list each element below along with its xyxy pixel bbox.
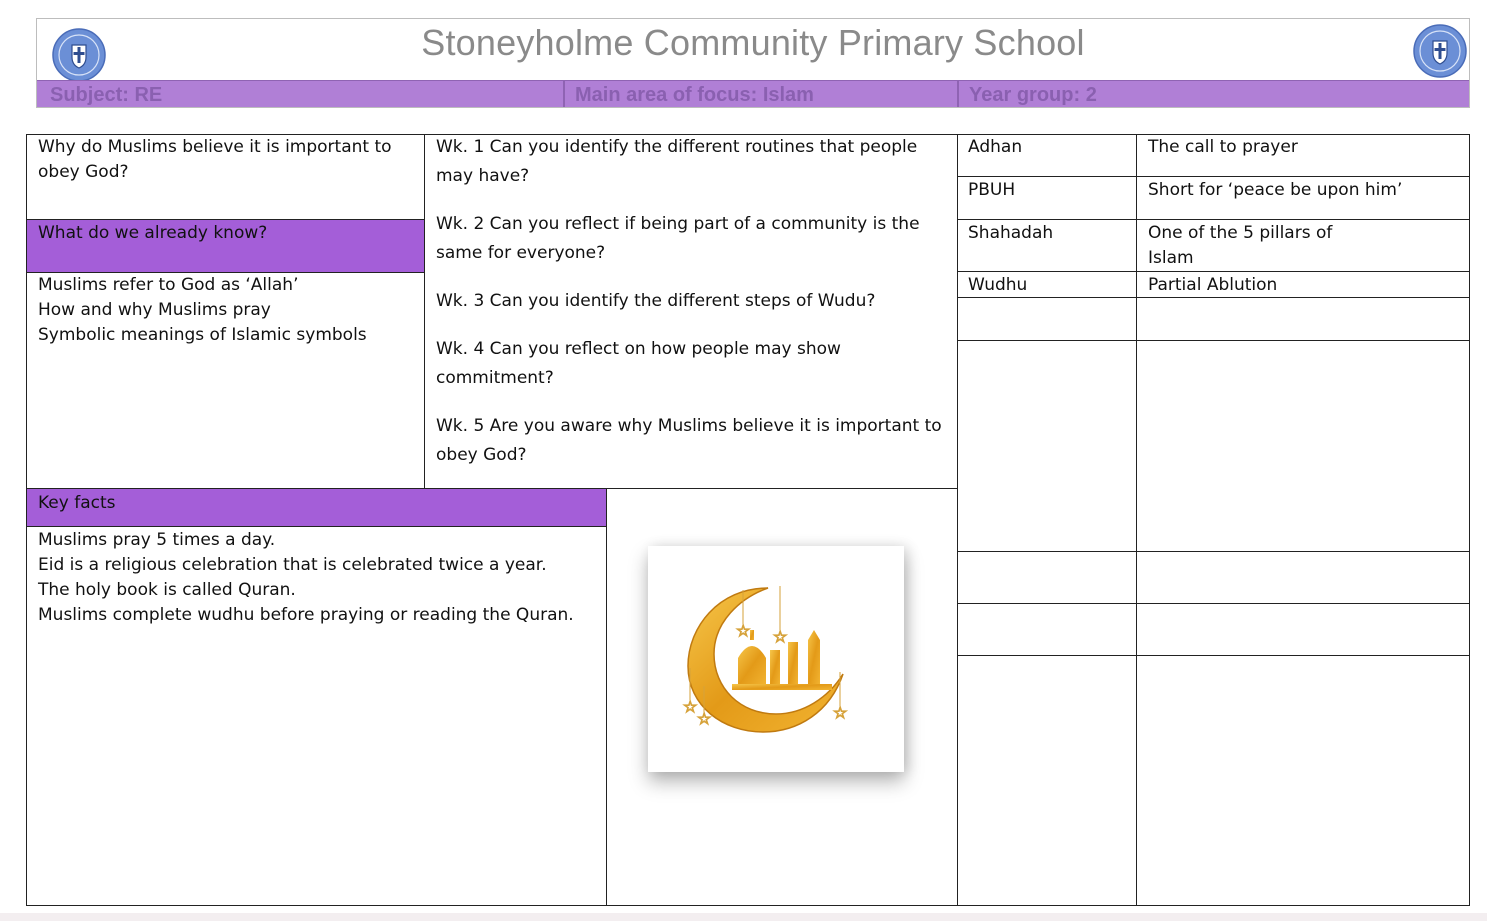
big-question: Why do Muslims believe it is important to obey God?	[38, 137, 392, 182]
svg-text:☆: ☆	[773, 627, 788, 646]
grid-line	[26, 905, 958, 906]
vocab-definition: One of the 5 pillars of Islam	[1148, 223, 1333, 268]
svg-text:☆: ☆	[833, 703, 848, 722]
vocab-definition: The call to prayer	[1148, 137, 1298, 157]
grid-line	[424, 134, 425, 489]
list-item: Muslims complete wudhu before praying or reading the Quran.	[38, 605, 574, 625]
grid-line	[957, 176, 1470, 177]
vocab-term: PBUH	[968, 180, 1016, 200]
vocab-definition: Short for ‘peace be upon him’	[1148, 180, 1403, 200]
key-facts-title: Key facts	[38, 493, 116, 513]
grid-line	[26, 526, 607, 527]
list-item: Symbolic meanings of Islamic symbols	[38, 325, 367, 345]
school-crest-icon	[1413, 24, 1467, 78]
list-item: Eid is a religious celebration that is celebrated twice a year.	[38, 555, 547, 575]
subject-label: Subject: RE	[50, 84, 163, 106]
vocab-term: Wudhu	[968, 275, 1028, 295]
key-facts-list	[38, 528, 603, 628]
prior-knowledge-title: What do we already know?	[38, 223, 268, 243]
grid-line	[957, 905, 1470, 906]
focus-label: Main area of focus: Islam	[575, 84, 814, 106]
grid-line	[957, 134, 958, 906]
grid-line	[26, 219, 425, 220]
list-item: The holy book is called Quran.	[38, 580, 296, 600]
list-item: Muslims pray 5 times a day.	[38, 530, 276, 550]
page-bottom-edge	[0, 913, 1487, 921]
grid-line	[26, 134, 27, 906]
week-question: Wk. 4 Can you reflect on how people may show commitment?	[436, 339, 841, 388]
year-group-label: Year group: 2	[969, 84, 1097, 106]
week-question: Wk. 3 Can you identify the different steps of Wudu?	[436, 291, 876, 311]
grid-line	[957, 551, 1470, 552]
vocab-term: Adhan	[968, 137, 1023, 157]
svg-text:☆: ☆	[683, 697, 698, 716]
grid-line	[957, 219, 1470, 220]
week-question: Wk. 5 Are you aware why Muslims believe it is important to obey God?	[436, 416, 942, 465]
grid-line	[957, 603, 1470, 604]
grid-line	[957, 340, 1470, 341]
weekly-questions	[436, 133, 948, 489]
school-name: Stoneyholme Community Primary School	[421, 22, 1085, 63]
grid-line	[1136, 134, 1137, 906]
week-question: Wk. 2 Can you reflect if being part of a community is the same for everyone?	[436, 214, 920, 263]
school-crest-icon	[52, 28, 106, 82]
svg-text:☆: ☆	[697, 709, 712, 728]
vocab-definition: Partial Ablution	[1148, 275, 1278, 295]
week-question: Wk. 1 Can you identify the different routines that people may have?	[436, 137, 918, 186]
svg-text:☆: ☆	[736, 621, 751, 640]
grid-line	[606, 488, 607, 906]
crescent-moon-icon	[648, 546, 904, 772]
vocab-term: Shahadah	[968, 223, 1054, 243]
grid-line	[957, 655, 1470, 656]
crescent-mosque-image	[648, 546, 904, 772]
list-item: How and why Muslims pray	[38, 300, 271, 320]
grid-line	[957, 271, 1470, 272]
grid-line	[1469, 134, 1470, 906]
list-item: Muslims refer to God as ‘Allah’	[38, 275, 299, 295]
prior-knowledge-list	[38, 273, 418, 348]
